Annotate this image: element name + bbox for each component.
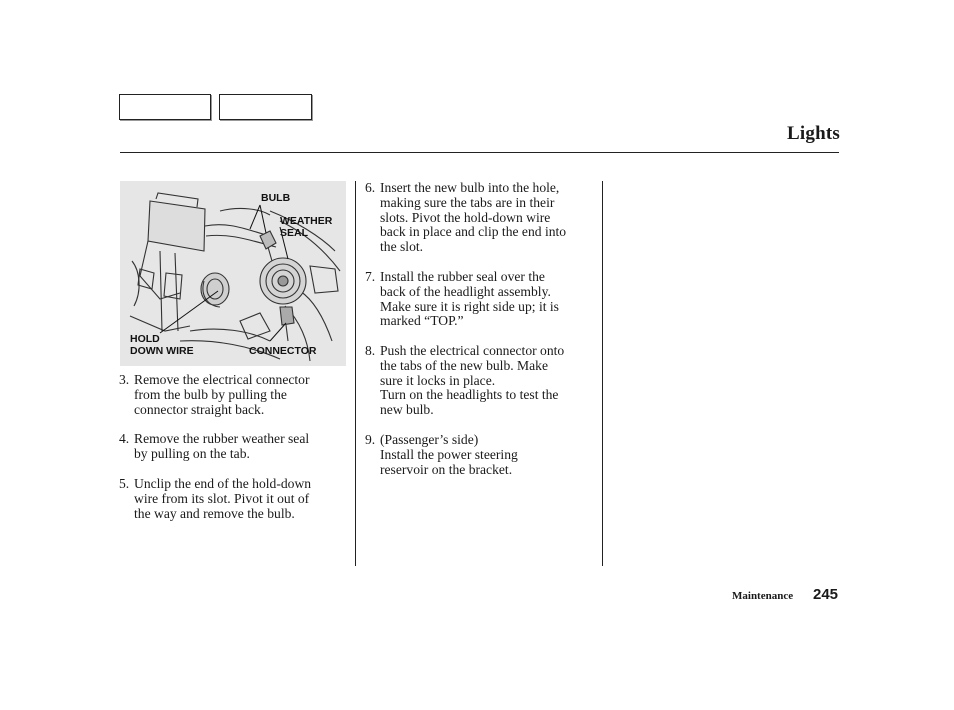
- step-line: marked “TOP.”: [380, 313, 464, 329]
- step-9: [365, 433, 597, 478]
- headlight-illustration: [120, 181, 346, 366]
- step-line: by pulling on the tab.: [134, 445, 250, 461]
- nav-tab-2[interactable]: [219, 94, 312, 120]
- callout-weather-seal-line1: WEATHER: [280, 215, 333, 227]
- step-line: Push the electrical connector onto: [380, 343, 565, 358]
- step-6: [365, 181, 597, 256]
- header-rule: [120, 152, 839, 153]
- step-line: Remove the rubber weather seal: [134, 431, 310, 446]
- callout-connector: CONNECTOR: [249, 345, 317, 357]
- footer-section-label: Maintenance: [732, 590, 794, 602]
- step-number: 4.: [119, 431, 130, 446]
- step-line: wire from its slot. Pivot it out of: [134, 490, 310, 506]
- callout-hold-down-line1: HOLD: [130, 333, 160, 345]
- step-7: [365, 270, 597, 330]
- step-number: 6.: [365, 180, 376, 195]
- callout-hold-down-line2: DOWN WIRE: [130, 345, 194, 357]
- step-line: sure it locks in place.: [380, 372, 496, 388]
- step-line: from the bulb by pulling the: [134, 386, 287, 402]
- callout-weather-seal-line2: SEAL: [280, 227, 309, 239]
- step-line: Install the power steering: [380, 446, 518, 462]
- step-line: back of the headlight assembly.: [380, 283, 551, 299]
- step-line: making sure the tabs are in their: [380, 194, 555, 210]
- step-3: [119, 373, 349, 418]
- step-line: back in place and clip the end into: [380, 224, 567, 240]
- step-number: 8.: [365, 343, 376, 358]
- step-number: 3.: [119, 372, 130, 387]
- page-number: 245: [813, 586, 839, 603]
- step-line: (Passenger’s side): [380, 432, 479, 447]
- step-line: the way and remove the bulb.: [134, 505, 295, 521]
- step-line: Insert the new bulb into the hole,: [380, 180, 560, 195]
- step-line: Make sure it is right side up; it is: [380, 298, 559, 314]
- step-line: Install the rubber seal over the: [380, 269, 545, 284]
- step-number: 5.: [119, 476, 130, 491]
- step-number: 9.: [365, 432, 376, 447]
- step-line: the tabs of the new bulb. Make: [380, 357, 548, 373]
- step-5: [119, 477, 349, 522]
- step-4: [119, 432, 349, 462]
- step-line: the slot.: [380, 239, 424, 255]
- callout-bulb: BULB: [261, 192, 291, 204]
- step-line: Remove the electrical connector: [134, 372, 310, 387]
- step-line: Unclip the end of the hold-down: [134, 476, 312, 491]
- step-line: Turn on the headlights to test the: [380, 387, 559, 403]
- step-line: connector straight back.: [134, 401, 265, 417]
- step-number: 7.: [365, 269, 376, 284]
- nav-tab-1[interactable]: [119, 94, 211, 120]
- page-title: Lights: [787, 123, 840, 144]
- step-line: slots. Pivot the hold-down wire: [380, 209, 551, 225]
- column-divider-1: [355, 181, 356, 566]
- step-line: reservoir on the bracket.: [380, 461, 513, 477]
- column-divider-2: [602, 181, 603, 566]
- step-line: new bulb.: [380, 402, 434, 418]
- step-8: [365, 344, 597, 419]
